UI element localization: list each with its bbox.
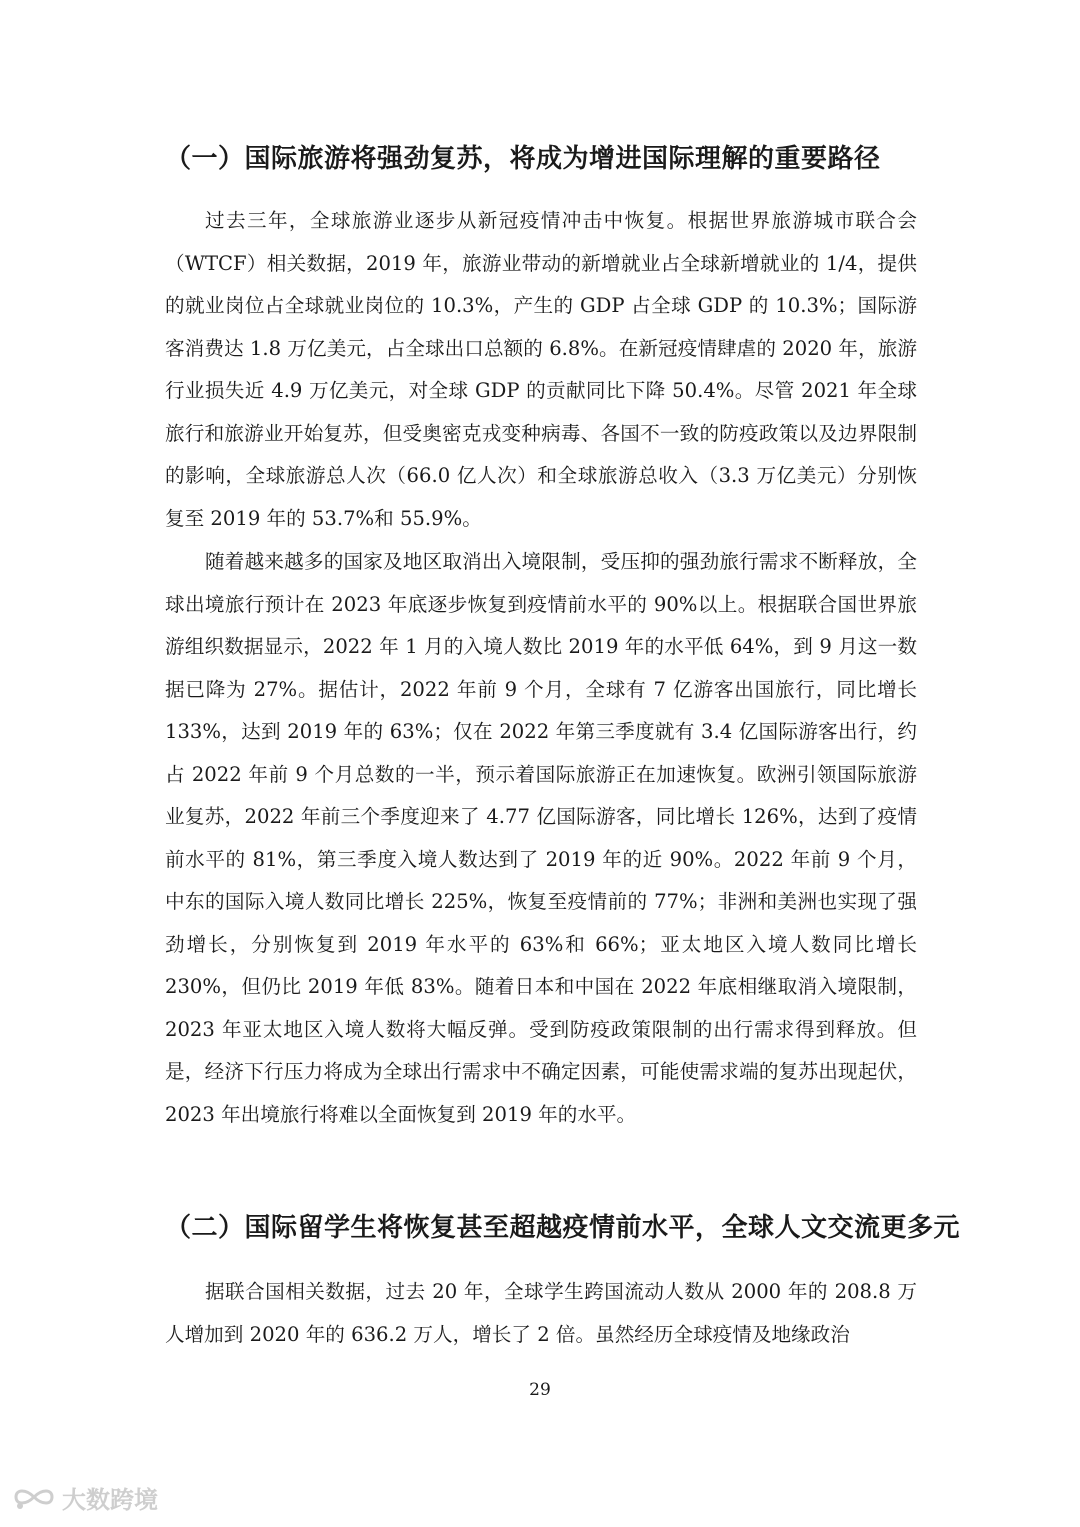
paragraph: 随着越来越多的国家及地区取消出入境限制，受压抑的强劲旅行需求不断释放，全球出境旅行预计在 2023 年底逐步恢复到疫情前水平的 90%以上。根据联合国世界旅游组织数据显示，2022 年 1 月的入境人数比 2019 年的水平低 64%，到 9 月这一数据已降为 27%。据估计，2022 年前 9 个月，全球有 7 亿游客出国旅行，同比增长 133%，达到 2019 年的 63%；仅在 2022 年第三季度就有 3.4 亿国际游客出行，约占 2022 年前 9 个月总数的一半，预示着国际旅游正在加速恢复。欧洲引领国际旅游业复苏，2022 年前三个季度迎来了 4.77 亿国际游客，同比增长 126%，达到了疫情前水平的 81%，第三季度入境人数达到了 2019 年的近 90%。2022 年前 9 个月，中东的国际入境人数同比增长 225%，恢复至疫情前的 77%；非洲和美洲也实现了强劲增长，分别恢复到 2019 年水平的 63%和 66%；亚太地区入境人数同比增长 230%，但仍比 2019 年低 83%。随着日本和中国在 2022 年底相继取消入境限制，2023 年亚太地区入境人数将大幅反弹。受到防疫政策限制的出行需求得到释放。但是，经济下行压力将成为全球出行需求中不确定因素，可能使需求端的复苏出现起伏，2023 年出境旅行将难以全面恢复到 2019 年的水平。 xyxy=(165,550,917,1126)
watermark-text: 大数跨境 xyxy=(62,1485,158,1514)
section-heading-1: （一）国际旅游将强劲复苏，将成为增进国际理解的重要路径 xyxy=(165,144,881,174)
paragraph: 据联合国相关数据，过去 20 年，全球学生跨国流动人数从 2000 年的 208.8 万人增加到 2020 年的 636.2 万人，增长了 2 倍。虽然经历全球疫情及地缘政治 xyxy=(165,1280,917,1346)
page-number: 29 xyxy=(529,1380,551,1400)
watermark xyxy=(12,1480,158,1514)
infinity-logo-icon xyxy=(12,1482,56,1512)
section-heading-2: （二）国际留学生将恢复甚至超越疫情前水平，全球人文交流更多元 xyxy=(165,1213,961,1243)
paragraph: 过去三年，全球旅游业逐步从新冠疫情冲击中恢复。根据世界旅游城市联合会（WTCF）相关数据，2019 年，旅游业带动的新增就业占全球新增就业的 1/4，提供的就业岗位占全球就业岗位的 10.3%，产生的 GDP 占全球 GDP 的 10.3%；国际游客消费达 1.8 万亿美元，占全球出口总额的 6.8%。在新冠疫情肆虐的 2020 年，旅游行业损失近 4.9 万亿美元，对全球 GDP 的贡献同比下降 50.4%。尽管 2021 年全球旅行和旅游业开始复苏，但受奥密克戎变种病毒、各国不一致的防疫政策以及边界限制的影响，全球旅游总人次（66.0 亿人次）和全球旅游总收入（3.3 万亿美元）分别恢复至 2019 年的 53.7%和 55.9%。 xyxy=(165,209,917,530)
